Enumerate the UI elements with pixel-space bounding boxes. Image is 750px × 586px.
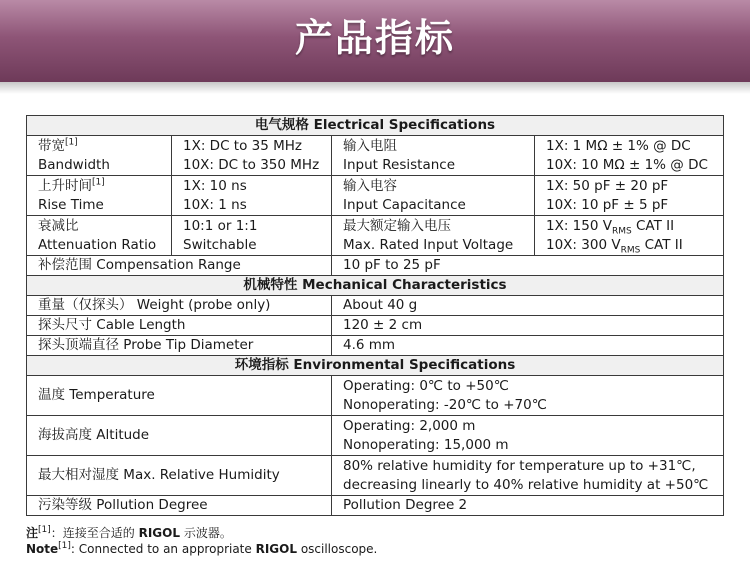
- weight-label: 重量（仅探头） Weight (probe only): [27, 296, 332, 316]
- table-row: [27, 216, 724, 256]
- spec-table: [26, 115, 724, 516]
- max-voltage-value: 1X: 150 $V_{RMS}$ CAT II 10X: 300 $V_{RMS}$ CAT II: [535, 216, 724, 256]
- humidity-value: 80% relative humidity for temperature up to +31℃, decreasing linearly to 40% relative humidity at +50℃: [332, 456, 724, 496]
- bandwidth-label: 带宽[1] Bandwidth: [27, 136, 172, 176]
- probe-tip-value: 4.6 mm: [332, 336, 724, 356]
- temperature-value: Operating: 0℃ to +50℃ Nonoperating: -20℃ to +70℃: [332, 376, 724, 416]
- probe-tip-label: 探头顶端直径 Probe Tip Diameter: [27, 336, 332, 356]
- humidity-label: 最大相对湿度 Max. Relative Humidity: [27, 456, 332, 496]
- table-row: [27, 176, 724, 216]
- section-environmental: 环境指标 Environmental Specifications: [27, 356, 724, 376]
- pollution-label: 污染等级 Pollution Degree: [27, 496, 332, 516]
- page-title: 产品指标: [294, 16, 455, 60]
- table-row: [27, 336, 724, 356]
- input-capacitance-value: 1X: 50 pF ± 20 pF 10X: 10 pF ± 5 pF: [535, 176, 724, 216]
- compensation-label: 补偿范围 Compensation Range: [27, 256, 332, 276]
- rise-time-label: 上升时间[1] Rise Time: [27, 176, 172, 216]
- cable-length-value: 120 ± 2 cm: [332, 316, 724, 336]
- table-row: [27, 316, 724, 336]
- weight-value: About 40 g: [332, 296, 724, 316]
- table-row: [27, 296, 724, 316]
- banner-shadow: [0, 82, 750, 94]
- compensation-value: 10 pF to 25 pF: [332, 256, 724, 276]
- section-electrical: 电气规格 Electrical Specifications: [27, 116, 724, 136]
- table-row: [27, 416, 724, 456]
- table-row: [27, 496, 724, 516]
- input-resistance-value: 1X: 1 MΩ ± 1% @ DC 10X: 10 MΩ ± 1% @ DC: [535, 136, 724, 176]
- table-row: [27, 256, 724, 276]
- table-row: [27, 136, 724, 176]
- note-zh: 注[1]：连接至合适的 RIGOL 示波器。: [26, 525, 232, 540]
- rise-time-value: 1X: 10 ns 10X: 1 ns: [172, 176, 332, 216]
- attenuation-value: 10:1 or 1:1 Switchable: [172, 216, 332, 256]
- altitude-label: 海拔高度 Altitude: [27, 416, 332, 456]
- section-mechanical: 机械特性 Mechanical Characteristics: [27, 276, 724, 296]
- altitude-value: Operating: 2,000 m Nonoperating: 15,000 m: [332, 416, 724, 456]
- table-row: [27, 376, 724, 416]
- input-resistance-label: 输入电阻 Input Resistance: [332, 136, 535, 176]
- table-row: [27, 456, 724, 496]
- attenuation-label: 衰减比 Attenuation Ratio: [27, 216, 172, 256]
- max-voltage-label: 最大额定输入电压 Max. Rated Input Voltage: [332, 216, 535, 256]
- temperature-label: 温度 Temperature: [27, 376, 332, 416]
- input-capacitance-label: 输入电容 Input Capacitance: [332, 176, 535, 216]
- note-en: Note[1]: Connected to an appropriate RIGOL oscilloscope.: [26, 541, 378, 556]
- bandwidth-value: 1X: DC to 35 MHz 10X: DC to 350 MHz: [172, 136, 332, 176]
- cable-length-label: 探头尺寸 Cable Length: [27, 316, 332, 336]
- pollution-value: Pollution Degree 2: [332, 496, 724, 516]
